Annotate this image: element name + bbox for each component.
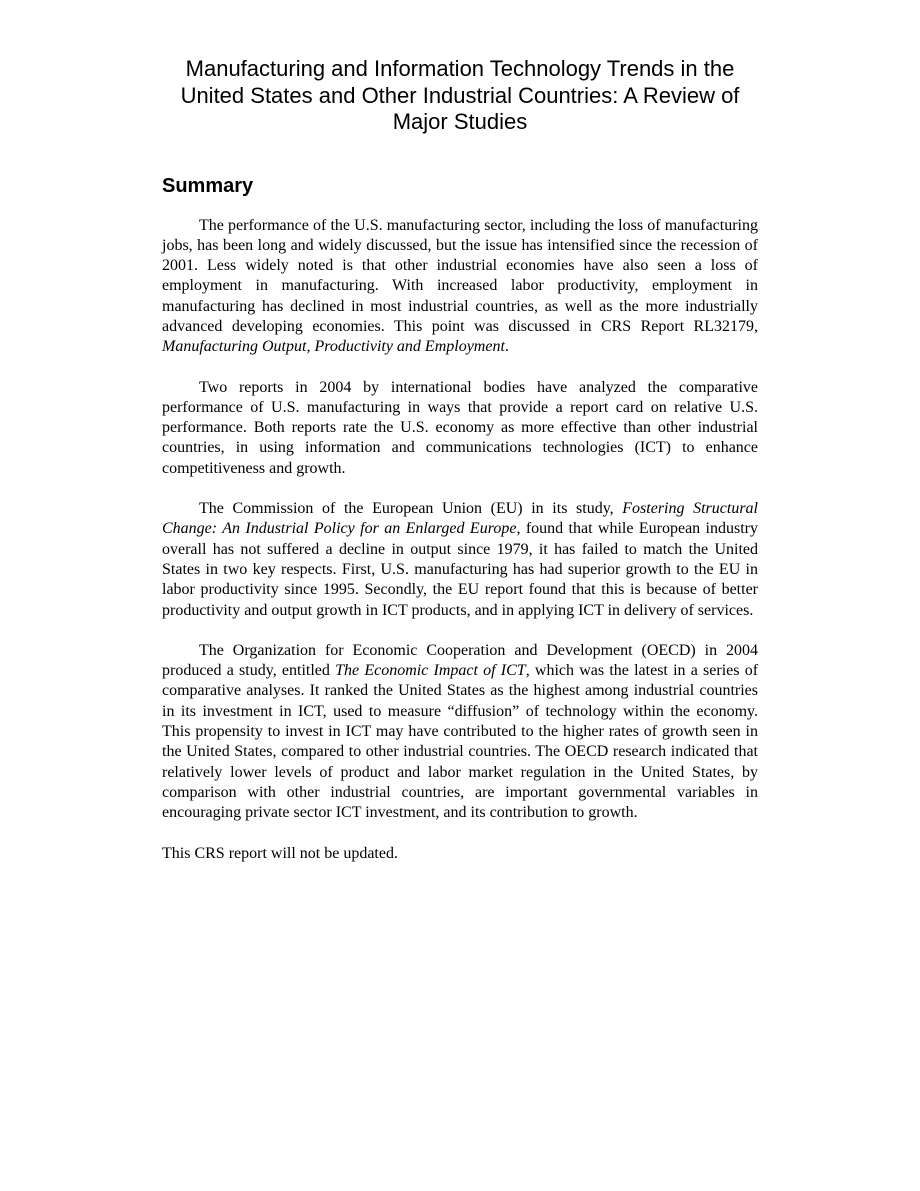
paragraph-4-text-a: The Organization for Economic Cooperation and Development (OECD) in 2004 produced a study, entitled	[162, 641, 758, 680]
document-page	[162, 56, 758, 864]
summary-paragraph-4	[162, 641, 758, 824]
summary-paragraph-3	[162, 499, 758, 621]
document-title: Manufacturing and Information Technology Trends in the United States and Other Industrial Countries: A Review of Major Studies	[180, 56, 740, 134]
paragraph-3-text-b: , found that while European industry overall has not suffered a decline in output since 1979, it has failed to match the United States in two key respects. First, U.S. manufacturing has had superior growth to the EU in labor productivity since 1995. Secondly, the EU report found that this is because of better productivity and output growth in ICT products, and in applying ICT in delivery of services.	[162, 520, 759, 619]
paragraph-1-report-title: Manufacturing Output, Productivity and Employment	[162, 338, 505, 356]
paragraph-4-text-b: , which was the latest in a series of comparative analyses. It ranked the United States as the highest among industrial countries in its investment in ICT, used to measure “diffusion” of technology within the economy. This propensity to invest in ICT may have contributed to the higher rates of growth seen in the United States, compared to other industrial countries. The OECD research indicated that relatively lower levels of product and labor market regulation in the United States, by comparison with other industrial countries, are important governmental variables in encouraging private sector ICT investment, and its contribution to growth.	[162, 662, 759, 822]
summary-heading: Summary	[162, 174, 254, 197]
paragraph-3-text-a: The Commission of the European Union (EU) in its study,	[199, 500, 623, 518]
paragraph-1-text-a: The performance of the U.S. manufacturing sector, including the loss of manufacturing jobs, has been long and widely discussed, but the issue has intensified since the recession of 2001. Less widely noted is that other industrial economies have also seen a loss of employment in manufacturing. With increased labor productivity, employment in manufacturing has declined in most industrial countries, as well as the more industrially advanced developing economies. This point was discussed in CRS Report RL32179,	[162, 216, 758, 335]
summary-paragraph-5: This CRS report will not be updated.	[162, 844, 398, 862]
summary-paragraph-1	[162, 216, 758, 358]
paragraph-1-text-b: .	[504, 338, 509, 356]
summary-paragraph-2: Two reports in 2004 by international bodies have analyzed the comparative performance of U.S. manufacturing in ways that provide a report card on relative U.S. performance. Both reports rate the U.S. economy as more effective than other industrial countries, in using information and communications technologies (ICT) to enhance competitiveness and growth.	[162, 378, 758, 477]
paragraph-4-study-title: The Economic Impact of ICT	[335, 662, 526, 680]
paragraph-3-study-title: Fostering Structural Change: An Industrial Policy for an Enlarged Europe	[162, 500, 759, 538]
